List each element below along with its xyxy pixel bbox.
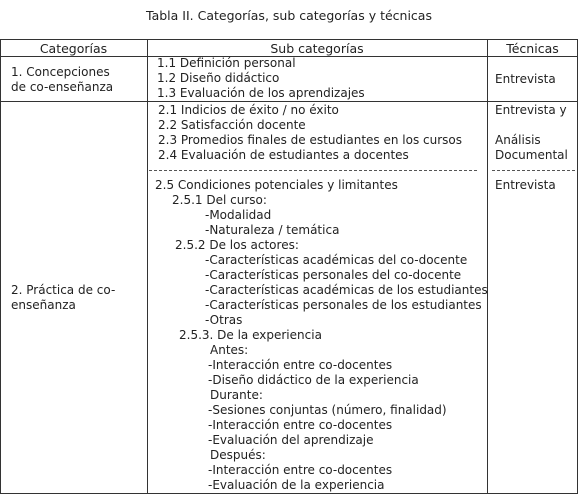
subcategory-item: -Diseño didáctico de la experiencia (208, 373, 419, 387)
subcategory-heading: 2.5.3. De la experiencia (179, 328, 322, 342)
subcategory-line: 2.2 Satisfacción docente (158, 118, 306, 132)
subcategory-line: 2.3 Promedios finales de estudiantes en los cursos (158, 133, 463, 147)
category-line: enseñanza (11, 298, 76, 312)
row2-upper-technique (495, 103, 568, 163)
subcategory-item: -Evaluación de la experiencia (208, 478, 385, 492)
subcategory-line: 1.1 Definición personal (157, 56, 296, 70)
category-line: 2. Práctica de co- (11, 283, 116, 297)
header-categorias: Categorías (39, 41, 108, 56)
subcategory-item: -Naturaleza / temática (205, 223, 340, 237)
row2-lower-technique: Entrevista (495, 178, 556, 192)
category-line: 1. Concepciones (11, 65, 110, 79)
table-bottom-border (0, 493, 578, 494)
subcategory-item: -Interacción entre co-docentes (208, 358, 393, 372)
row2-lower-subcategories (155, 178, 488, 493)
row1-bottom-border (0, 101, 578, 102)
subcategory-phase: Antes: (210, 343, 249, 357)
subcategory-heading: 2.5.2 De los actores: (175, 238, 299, 252)
row2-category (11, 283, 115, 313)
column-divider-1 (147, 39, 148, 494)
subcategory-item: -Características personales de los estudiantes (205, 298, 482, 312)
subcategory-item: -Interacción entre co-docentes (208, 463, 393, 477)
subcategory-item: -Interacción entre co-docentes (208, 418, 393, 432)
left-border (0, 39, 1, 494)
technique-line (495, 118, 568, 133)
subcategory-item: -Evaluación del aprendizaje (208, 433, 374, 447)
subcategory-heading: 2.5.1 Del curso: (172, 193, 267, 207)
subcategory-heading: 2.5 Condiciones potenciales y limitantes (155, 178, 398, 192)
table-top-border (0, 39, 578, 40)
row1-subcategories (157, 56, 365, 101)
categories-table (0, 39, 578, 494)
subcategory-line: 2.1 Indicios de éxito / no éxito (158, 103, 339, 117)
row2-dashed-separator (149, 170, 477, 171)
header-tecnicas: Técnicas (506, 41, 559, 56)
subcategory-item: -Modalidad (205, 208, 272, 222)
subcategory-line: 1.2 Diseño didáctico (157, 71, 280, 85)
technique-line: Documental (495, 148, 568, 162)
header-subcategorias: Sub categorías (270, 41, 364, 56)
subcategory-item: -Otras (205, 313, 243, 327)
subcategory-item: -Sesiones conjuntas (número, finalidad) (208, 403, 447, 417)
subcategory-phase: Después: (210, 448, 266, 462)
technique-line: Análisis (495, 133, 541, 147)
row2-upper-subcategories (158, 103, 462, 163)
subcategory-item: -Características académicas del co-docente (205, 253, 468, 267)
subcategory-phase: Durante: (210, 388, 263, 402)
category-line: de co-enseñanza (11, 80, 114, 94)
row1-technique: Entrevista (495, 72, 556, 86)
subcategory-line: 2.4 Evaluación de estudiantes a docentes (158, 148, 409, 162)
technique-dashed-separator (492, 170, 575, 171)
table-caption: Tabla II. Categorías, sub categorías y técnicas (146, 8, 432, 23)
subcategory-line: 1.3 Evaluación de los aprendizajes (157, 86, 365, 100)
technique-line: Entrevista y (495, 103, 567, 117)
subcategory-item: -Características académicas de los estudiantes (205, 283, 488, 297)
row1-category (11, 65, 113, 95)
subcategory-item: -Características personales del co-docente (205, 268, 462, 282)
